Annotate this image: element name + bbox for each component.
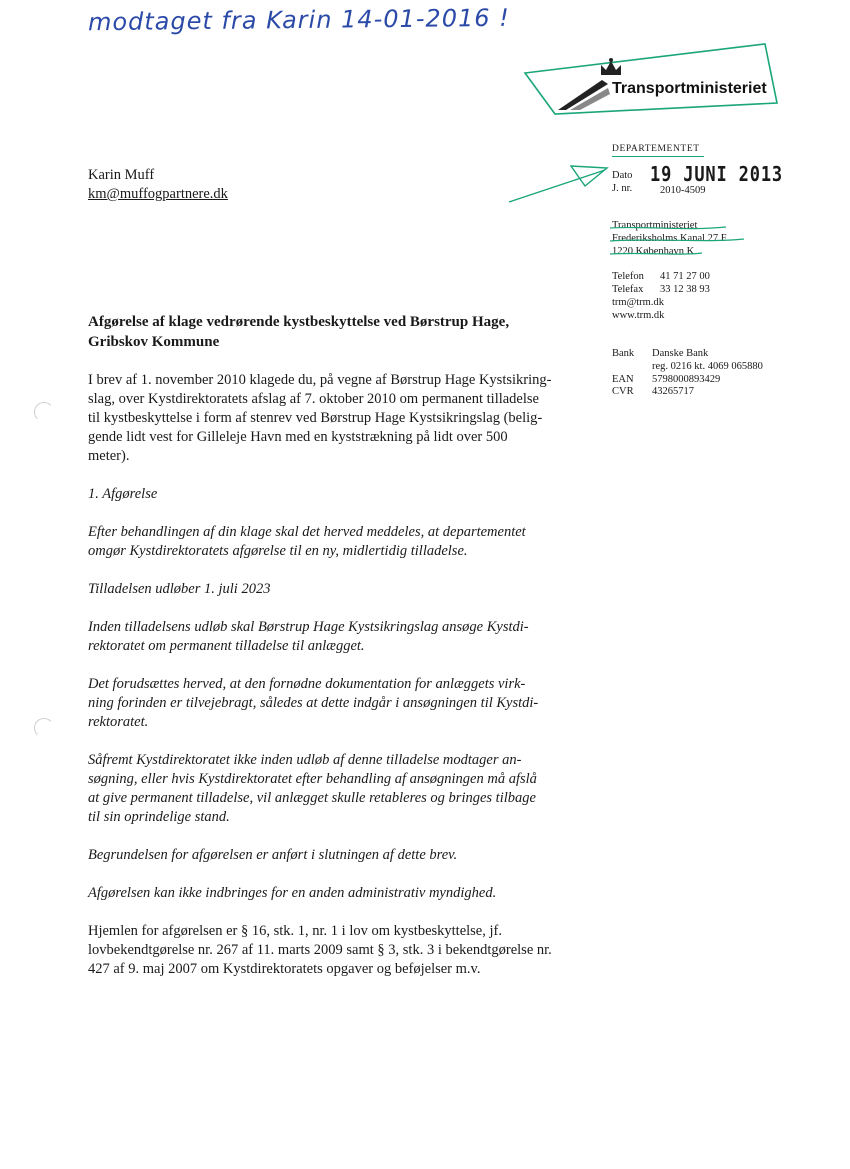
address-line-3: 1220 København K bbox=[612, 246, 695, 257]
swoosh-icon bbox=[556, 74, 612, 112]
date-label: Dato bbox=[612, 170, 633, 181]
cvr-label: CVR bbox=[612, 386, 634, 397]
documentation-line: rektoratet. bbox=[88, 714, 149, 730]
documentation-line: ning forinden er tilvejebragt, således at dette indgår i ansøgningen til Kystdi- bbox=[88, 695, 539, 711]
legal-basis-line: lovbekendtgørelse nr. 267 af 11. marts 2009 samt § 3, stk. 3 i bekendtgørelse nr. bbox=[88, 942, 552, 958]
phone-label: Telefon bbox=[612, 271, 644, 282]
decision-line: Efter behandlingen af din klage skal det herved meddeles, at departementet bbox=[88, 524, 526, 540]
section-heading: 1. Afgørelse bbox=[88, 486, 158, 502]
department-label: DEPARTEMENTET bbox=[612, 144, 700, 154]
justification-paragraph: Begrundelsen for afgørelsen er anført i slutningen af dette brev. bbox=[88, 847, 458, 863]
handwritten-note: modtaget fra Karin 14-01-2016 ! bbox=[87, 3, 510, 37]
restoration-line: at give permanent tilladelse, vil anlægget skulle retableres og bringes tilbage bbox=[88, 790, 536, 806]
ministry-web: www.trm.dk bbox=[612, 310, 665, 321]
restoration-paragraph bbox=[88, 751, 588, 827]
restoration-line: Såfremt Kystdirektoratet ikke inden udløb af denne tilladelse modtager an- bbox=[88, 752, 522, 768]
bank-label: Bank bbox=[612, 348, 635, 359]
intro-line: slag, over Kystdirektoratets afslag af 7. oktober 2010 om permanent tilladelse bbox=[88, 391, 539, 407]
intro-paragraph bbox=[88, 371, 588, 466]
letter-body bbox=[88, 312, 588, 979]
arrow-annotation-icon bbox=[505, 150, 625, 210]
department-underline bbox=[612, 156, 704, 157]
application-line: rektoratet om permanent tilladelse til anlægget. bbox=[88, 638, 365, 654]
intro-line: til kystbeskyttelse i form af stenrev ved Børstrup Hage Kystsikringslag (belig- bbox=[88, 410, 543, 426]
ean-label: EAN bbox=[612, 374, 634, 385]
bank-name: Danske Bank bbox=[652, 348, 709, 359]
fax-value: 33 12 38 93 bbox=[660, 284, 710, 295]
recipient-name: Karin Muff bbox=[88, 167, 155, 183]
expiry-paragraph: Tilladelsen udløber 1. juli 2023 bbox=[88, 581, 271, 597]
appeal-paragraph: Afgørelsen kan ikke indbringes for en anden administrativ myndighed. bbox=[88, 885, 497, 901]
cvr-value: 43265717 bbox=[652, 386, 694, 397]
ministry-email: trm@trm.dk bbox=[612, 297, 664, 308]
restoration-line: søgning, eller hvis Kystdirektoratet efter behandling af ansøgningen må afslå bbox=[88, 771, 537, 787]
ministry-logo-name: Transportministeriet bbox=[612, 80, 767, 97]
date-stamp: 19 JUNI 2013 bbox=[650, 162, 784, 186]
subject-line: Gribskov Kommune bbox=[88, 334, 220, 350]
address-line-2: Frederiksholms Kanal 27 F bbox=[612, 233, 727, 244]
subject bbox=[88, 312, 588, 352]
intro-line: gende lidt vest for Gilleleje Havn med en kyststrækning på lidt over 500 bbox=[88, 429, 508, 445]
address-line-1: Transportministeriet bbox=[612, 220, 698, 231]
decision-paragraph bbox=[88, 523, 588, 561]
restoration-line: til sin oprindelige stand. bbox=[88, 809, 230, 825]
punch-hole-top bbox=[34, 402, 54, 422]
intro-line: I brev af 1. november 2010 klagede du, på vegne af Børstrup Hage Kystsikring- bbox=[88, 372, 552, 388]
bank-reg: reg. 0216 kt. 4069 065880 bbox=[652, 361, 763, 372]
legal-basis-line: Hjemlen for afgørelsen er § 16, stk. 1, nr. 1 i lov om kystbeskyttelse, jf. bbox=[88, 923, 502, 939]
fax-label: Telefax bbox=[612, 284, 644, 295]
decision-line: omgør Kystdirektoratets afgørelse til en ny, midlertidig tilladelse. bbox=[88, 543, 468, 559]
ean-value: 5798000893429 bbox=[652, 374, 721, 385]
documentation-paragraph bbox=[88, 675, 588, 732]
phone-value: 41 71 27 00 bbox=[660, 271, 710, 282]
intro-line: meter). bbox=[88, 448, 130, 464]
legal-basis-paragraph bbox=[88, 922, 588, 979]
jnr-label: J. nr. bbox=[612, 183, 633, 194]
recipient-email[interactable]: km@muffogpartnere.dk bbox=[88, 186, 228, 202]
legal-basis-line: 427 af 9. maj 2007 om Kystdirektoratets opgaver og beføjelser m.v. bbox=[88, 961, 481, 977]
application-paragraph bbox=[88, 618, 588, 656]
jnr-value: 2010-4509 bbox=[660, 185, 706, 196]
subject-line: Afgørelse af klage vedrørende kystbeskyttelse ved Børstrup Hage, bbox=[88, 314, 510, 330]
punch-hole-bottom bbox=[34, 718, 54, 738]
address-underline-marks bbox=[606, 225, 751, 265]
documentation-line: Det forudsættes herved, at den fornødne dokumentation for anlæggets virk- bbox=[88, 676, 526, 692]
application-line: Inden tilladelsens udløb skal Børstrup Hage Kystsikringslag ansøge Kystdi- bbox=[88, 619, 529, 635]
